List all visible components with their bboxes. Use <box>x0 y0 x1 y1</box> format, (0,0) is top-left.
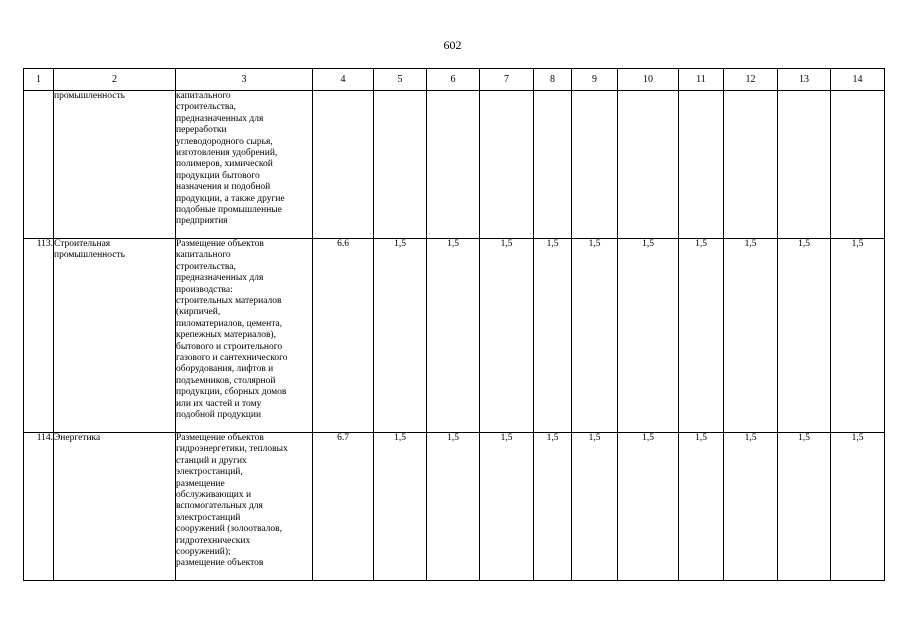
column-header: 7 <box>480 69 534 91</box>
description-line: оборудования, лифтов и <box>176 364 274 375</box>
description-line: полимеров, химической <box>176 159 273 170</box>
description-line: переработки <box>176 125 227 136</box>
value-cell: 1,5 <box>618 239 679 433</box>
column-header: 13 <box>778 69 831 91</box>
description-line: бытового и строительного <box>176 341 283 352</box>
activity-name-cell <box>54 239 176 433</box>
value-cell: 1,5 <box>572 239 618 433</box>
description-line: капитального <box>176 91 231 101</box>
activity-description-cell <box>176 239 313 433</box>
column-header: 8 <box>534 69 572 91</box>
column-header: 3 <box>176 69 313 91</box>
description-line: строительства, <box>176 102 236 113</box>
description-line: электростанций, <box>176 467 243 478</box>
description-line: Размещение объектов <box>176 433 264 443</box>
value-cell: 1,5 <box>534 239 572 433</box>
value-cell: 1,5 <box>480 433 534 581</box>
value-cell: 1,5 <box>618 433 679 581</box>
value-cell <box>572 91 618 239</box>
value-cell: 1,5 <box>679 239 724 433</box>
description-line: изготовления удобрений, <box>176 148 278 159</box>
column-header: 4 <box>313 69 374 91</box>
description-line: предназначенных для <box>176 113 264 124</box>
value-cell <box>480 91 534 239</box>
description-line: подобные промышленные <box>176 205 282 216</box>
column-header: 11 <box>679 69 724 91</box>
value-cell: 1,5 <box>724 239 778 433</box>
page-number: 602 <box>443 38 462 52</box>
description-line: гидротехнических <box>176 535 251 546</box>
land-use-table <box>23 68 885 581</box>
description-line: углеводородного сырья, <box>176 136 273 147</box>
description-line: сооружений); <box>176 547 231 558</box>
description-line: строительных материалов <box>176 296 282 307</box>
description-line: или их частей и тому <box>176 398 262 409</box>
description-line: предназначенных для <box>176 273 264 284</box>
value-cell: 1,5 <box>778 433 831 581</box>
value-cell <box>618 91 679 239</box>
table-row <box>24 433 885 581</box>
description-line: назначения и подобной <box>176 182 271 193</box>
description-line: крепежных материалов), <box>176 330 276 341</box>
description-line: (кирпичей, <box>176 307 221 318</box>
activity-name-cell <box>54 433 176 581</box>
value-cell: 1,5 <box>427 239 480 433</box>
value-cell <box>778 91 831 239</box>
value-cell: 1,5 <box>534 433 572 581</box>
description-line: пиломатериалов, цемента, <box>176 318 283 329</box>
table-row <box>24 91 885 239</box>
column-header: 10 <box>618 69 679 91</box>
description-line: Размещение объектов <box>176 239 264 249</box>
value-cell: 1,5 <box>572 433 618 581</box>
value-cell: 6.6 <box>313 239 374 433</box>
description-line: размещение <box>176 478 225 489</box>
column-header: 2 <box>54 69 176 91</box>
table-row <box>24 239 885 433</box>
value-cell <box>679 91 724 239</box>
value-cell <box>374 91 427 239</box>
description-line: строительства, <box>176 261 236 272</box>
activity-name-line: Энергетика <box>54 433 101 443</box>
description-line: сооружений (золоотвалов, <box>176 524 283 535</box>
row-number-cell <box>24 91 54 239</box>
value-cell <box>313 91 374 239</box>
column-header: 1 <box>24 69 54 91</box>
activity-name-line: промышленность <box>54 250 125 261</box>
activity-description-cell <box>176 433 313 581</box>
description-line: электростанций <box>176 512 241 523</box>
description-line: газового и сантехнического <box>176 353 288 364</box>
description-line: предприятия <box>176 216 228 227</box>
description-line: продукции, сборных домов <box>176 387 287 398</box>
description-line: продукции, а также другие <box>176 193 285 204</box>
value-cell: 1,5 <box>831 239 885 433</box>
value-cell: 1,5 <box>778 239 831 433</box>
value-cell: 1,5 <box>831 433 885 581</box>
value-cell: 1,5 <box>724 433 778 581</box>
row-number-cell: 113. <box>24 239 54 433</box>
value-cell: 1,5 <box>679 433 724 581</box>
column-number-row <box>24 69 885 91</box>
value-cell: 1,5 <box>480 239 534 433</box>
value-cell <box>427 91 480 239</box>
value-cell <box>724 91 778 239</box>
activity-name-cell <box>54 91 176 239</box>
description-line: гидроэнергетики, тепловых <box>176 444 288 455</box>
description-line: вспомогательных для <box>176 501 263 512</box>
description-line: станций и других <box>176 455 247 466</box>
value-cell: 6.7 <box>313 433 374 581</box>
activity-description-cell <box>176 91 313 239</box>
value-cell: 1,5 <box>374 433 427 581</box>
row-number-cell: 114. <box>24 433 54 581</box>
description-line: производства: <box>176 284 233 295</box>
description-line: подъемников, столярной <box>176 375 276 386</box>
activity-name-line: промышленность <box>54 91 125 101</box>
description-line: капитального <box>176 250 231 261</box>
column-header: 6 <box>427 69 480 91</box>
activity-name-line: Строительная <box>54 239 111 249</box>
value-cell <box>534 91 572 239</box>
value-cell: 1,5 <box>374 239 427 433</box>
column-header: 14 <box>831 69 885 91</box>
description-line: размещение объектов <box>176 558 264 569</box>
description-line: подобной продукции <box>176 410 262 421</box>
value-cell <box>831 91 885 239</box>
column-header: 9 <box>572 69 618 91</box>
column-header: 5 <box>374 69 427 91</box>
description-line: продукции бытового <box>176 170 260 181</box>
description-line: обслуживающих и <box>176 490 252 501</box>
column-header: 12 <box>724 69 778 91</box>
value-cell: 1,5 <box>427 433 480 581</box>
